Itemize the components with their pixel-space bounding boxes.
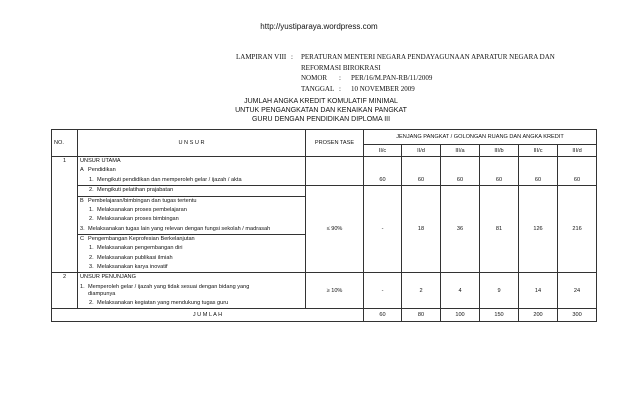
list-item: Melaksanakan publikasi ilmiah	[97, 254, 173, 261]
total-value: 60	[364, 309, 402, 322]
grade-header: III/c	[519, 145, 558, 157]
percentage-cell: ≤ 90%	[306, 186, 364, 273]
table-row	[52, 273, 597, 309]
section-title: Pembelajaran/bimbingan dan tugas tertentu	[88, 197, 197, 204]
section-title: Pengembangan Keprofesian Berkelanjutan	[88, 235, 195, 242]
tanggal-value: 10 NOVEMBER 2009	[351, 84, 415, 93]
total-value: 80	[402, 309, 441, 322]
grade-header: III/b	[480, 145, 519, 157]
total-value: 300	[558, 309, 597, 322]
lampiran-label: LAMPIRAN VIII	[236, 53, 287, 61]
total-value: 150	[480, 309, 519, 322]
total-label: J U M L A H	[52, 309, 364, 322]
value-cell: 4	[441, 273, 480, 309]
value-cell: 36	[441, 186, 480, 273]
list-item: Melaksanakan proses bimbingan	[97, 216, 179, 223]
total-value: 100	[441, 309, 480, 322]
grade-header: III/d	[558, 145, 597, 157]
header-prosentase: PROSEN TASE	[306, 130, 364, 157]
value-cell: 60	[364, 157, 402, 186]
title-line-3: GURU DENGAN PENDIDIKAN DIPLOMA III	[251, 116, 391, 123]
lampiran-title-2: REFORMASI BIROKRASI	[301, 63, 381, 72]
list-item: Melaksanakan pengembangan diri	[97, 245, 183, 252]
value-cell: -	[364, 186, 402, 273]
list-item: Melaksanakan tugas lain yang relevan dengan fungsi sekolah / madrasah	[88, 225, 271, 232]
table-row	[52, 157, 597, 186]
percentage-cell: ≥ 10%	[306, 273, 364, 309]
value-cell: 60	[402, 157, 441, 186]
grade-header: II/c	[364, 145, 402, 157]
page-url: http://yustiparaya.wordpress.com	[260, 22, 378, 31]
unsur-penunjang-label: UNSUR PENUNJANG	[80, 274, 136, 281]
title-line-1: JUMLAH ANGKA KREDIT KOMULATIF MINIMAL	[244, 98, 398, 105]
list-item: Mengikuti pendidikan dan memperoleh gelar / ijazah / akta	[97, 176, 242, 183]
row-number: 2	[52, 273, 78, 309]
value-cell: 60	[441, 157, 480, 186]
unsur-a-cell: UNSUR UTAMA A Pendidikan 1. Mengikuti pendidikan dan memperoleh gelar / ijazah / akta	[78, 157, 306, 186]
value-cell: 60	[519, 157, 558, 186]
list-item: Melaksanakan karya inovatif	[97, 264, 168, 271]
nomor-sep: :	[339, 74, 341, 82]
nomor-label: NOMOR	[301, 74, 328, 82]
header-unsur: U N S U R	[78, 130, 306, 157]
section-title: Pendidikan	[88, 167, 116, 174]
section-letter: C	[80, 235, 85, 242]
lampiran-sep: :	[291, 53, 293, 61]
unsur-utama-label: UNSUR UTAMA	[80, 158, 121, 164]
total-value: 200	[519, 309, 558, 322]
row-number: 1	[52, 157, 78, 273]
value-cell: 2	[402, 273, 441, 309]
lampiran-block	[236, 52, 555, 94]
document-title	[190, 97, 452, 124]
title-line-2: UNTUK PENGANGKATAN DAN KENAIKAN PANGKAT	[235, 107, 407, 114]
lampiran-title-1: PERATURAN MENTERI NEGARA PENDAYAGUNAAN APARATUR NEGARA DAN	[301, 53, 555, 61]
section-letter: B	[80, 197, 84, 204]
tanggal-sep: :	[339, 84, 341, 93]
unsur-bc-cell: 2. Mengikuti pelatihan prajabatan B Pembelajaran/bimbingan dan tugas tertentu 1. Melaksanakan proses pembelajaran 2. Melaksanakan proses bimbingan 3. Melaksanakan tugas lain yang relevan dengan fungsi sekolah / madrasah C Pengembangan Keprofesian Berkelanjutan 1. Melaksanakan pengembangan diri 2. Melaksanakan publikasi ilmiah 3. Melaksanakan karya inovatif	[78, 186, 306, 273]
grade-header: III/a	[441, 145, 480, 157]
value-cell: 216	[558, 186, 597, 273]
header-jenjang: JENJANG PANGKAT / GOLONGAN RUANG DAN ANGKA KREDIT	[364, 130, 597, 145]
value-cell: -	[364, 273, 402, 309]
value-cell: 81	[480, 186, 519, 273]
value-cell: 9	[480, 273, 519, 309]
value-cell: 126	[519, 186, 558, 273]
value-cell: 60	[558, 157, 597, 186]
list-item: Melaksanakan kegiatan yang mendukung tugas guru	[97, 299, 229, 306]
nomor-value: PER/16/M.PAN-RB/11/2009	[351, 74, 433, 82]
value-cell: 14	[519, 273, 558, 309]
list-item: Mengikuti pelatihan prajabatan	[97, 187, 174, 194]
credit-table	[51, 129, 597, 322]
section-letter: A	[80, 167, 84, 174]
table-row	[52, 186, 597, 273]
value-cell: 18	[402, 186, 441, 273]
header-no: NO.	[52, 130, 78, 157]
value-cell: 60	[480, 157, 519, 186]
value-cell: 24	[558, 273, 597, 309]
tanggal-label: TANGGAL	[301, 84, 335, 93]
list-item: Melaksanakan proses pembelajaran	[97, 207, 187, 214]
grade-header: II/d	[402, 145, 441, 157]
unsur-penunjang-cell: UNSUR PENUNJANG 1. Memperoleh gelar / ijazah yang tidak sesuai dengan bidang yang diampunya 2. Melaksanakan kegiatan yang mendukung tugas guru	[78, 273, 306, 309]
list-item: Memperoleh gelar / ijazah yang tidak sesuai dengan bidang yang diampunya	[88, 283, 250, 297]
total-row	[52, 309, 597, 322]
